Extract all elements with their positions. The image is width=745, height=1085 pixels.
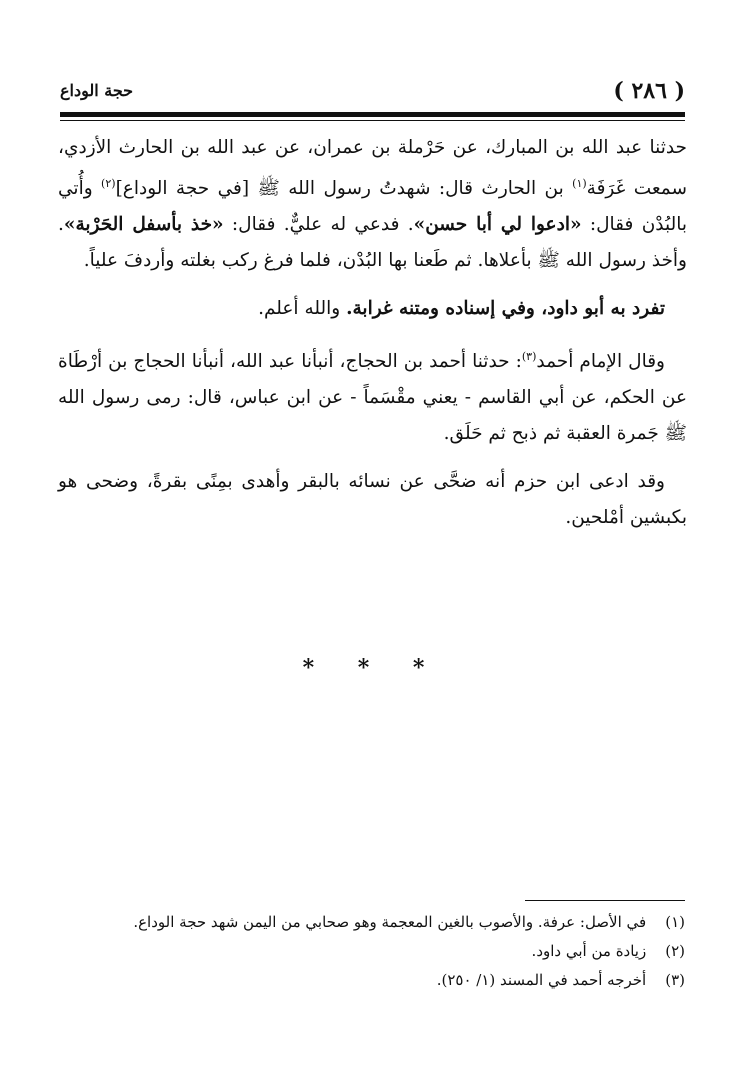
text-run: . فدعي له عليٌّ. فقال: (223, 214, 414, 236)
text-run: وقد ادعى ابن حزم أنه ضحَّى عن نسائه بالبقر وأهدى بمِنًى بقرةً، وضحى هو بكبشين أمْلحين. (58, 471, 687, 529)
footnote-ref: (١) (572, 177, 587, 190)
text-run: وقال الإمام أحمد (536, 351, 665, 373)
footnote-rule (525, 900, 685, 901)
main-text (58, 130, 687, 536)
paragraph-ibn-hazm (58, 464, 687, 536)
footnote-number: (٣) (665, 971, 685, 989)
text-run: حدثنا عبد الله بن المبارك، عن حَرْملة بن عمران، عن عبد الله بن الحارث الأزدي، سمعت غَرَفَة (58, 137, 688, 200)
text-run: بن الحارث قال: شهدتُ رسول الله ﷺ [في حجة الوداع] (115, 178, 573, 200)
section-separator: * * * (302, 655, 443, 681)
footnote-3 (58, 966, 685, 995)
emphasis-text: تفرد به أبو داود، وفي إسناده ومتنه غرابة. (346, 298, 665, 320)
emphasis-text: «خذ بأسفل الحَرْبة» (63, 214, 224, 236)
paragraph-grading (58, 291, 687, 327)
footnote-1 (58, 908, 685, 937)
emphasis-text: «ادعوا لي أبا حسن» (413, 214, 582, 236)
paragraph-hadith-2 (58, 339, 687, 452)
footnotes (58, 908, 685, 995)
footnote-ref: (٢) (101, 177, 116, 190)
text-run: والله أعلم. (258, 298, 347, 320)
page-header (60, 78, 685, 108)
footnote-number: (١) (665, 913, 685, 931)
text-run: : حدثنا أحمد بن الحجاج، أنبأنا عبد الله، أنبأنا الحجاج بن أرْطَاة عن الحكم، عن أبي القاسم - يعني مقْسَماً - عن ابن عباس، قال: رمى رسول الله ﷺ جَمرة العقبة ثم ذبح ثم حَلَق. (58, 351, 687, 445)
header-rule-thick (60, 112, 685, 117)
text-run: وأُتي بالبُدْن فقال: (58, 178, 687, 236)
footnote-number: (٢) (665, 942, 685, 960)
footnote-2 (58, 937, 685, 966)
footnote-text: زيادة من أبي داود. (531, 942, 647, 960)
footnote-text: أخرجه أحمد في المسند (١/ ٢٥٠). (436, 971, 647, 989)
paragraph-hadith-1 (58, 130, 687, 279)
footnote-text: في الأصل: عرفة. والأصوب بالغين المعجمة وهو صحابي من اليمن شهد حجة الوداع. (133, 913, 647, 931)
header-rule-thin (60, 120, 685, 121)
page-number: ( ٢٨٦ ) (613, 78, 685, 104)
text-run: . وأخذ رسول الله ﷺ بأعلاها. ثم طَعنا بها البُدْن، فلما فرغ ركب بغلته وأردفَ علياً. (58, 214, 687, 272)
running-title: حجة الوداع (60, 81, 134, 100)
footnote-ref: (٣) (521, 350, 537, 364)
